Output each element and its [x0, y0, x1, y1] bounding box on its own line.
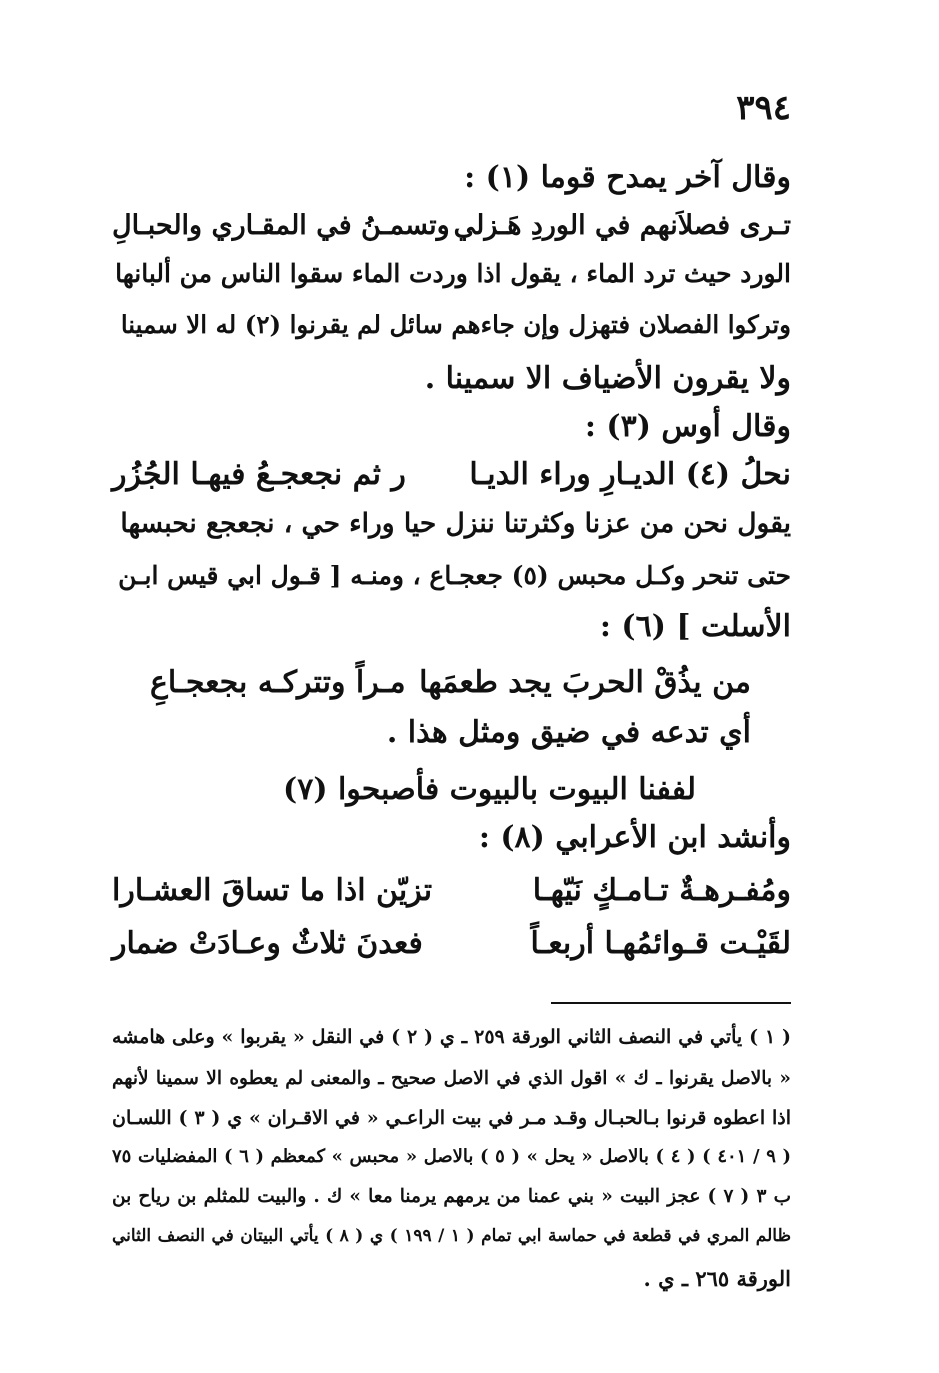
text-line: الورد حيث ترد الماء ، يقول اذا وردت الماء سقوا الناس من ألبانها	[115, 259, 791, 288]
footnote-line: ظالم المري في قطعة في حماسة ابي تمام ( ١ / ١٩٩ ) ي ( ٨ ) يأتي البيتان في النصف الثاني	[112, 1226, 791, 1246]
verse-first-hemistich: نحلُ (٤) الديـارِ وراء الديـا	[469, 457, 791, 492]
page-number: ٣٩٤	[736, 88, 791, 128]
text-line: وأنشد ابن الأعرابي (٨) :	[478, 820, 791, 855]
verse-second-hemistich: تزيّن اذا ما تساقَ العشـارا	[112, 873, 433, 908]
poem-verse	[112, 926, 791, 961]
verse-first-hemistich: من يذُقْ الحربَ يجد طعمَها	[419, 665, 751, 700]
verse-second-hemistich: وتسمـنُ في المقـاري والحبـالِ	[112, 210, 450, 241]
verse-first-hemistich: ومُفـرهـةٌ تـامـكٍ نَيّهـا	[532, 873, 791, 908]
text-line: حتى تنحر وكـل محبس (٥) جعجـاع ، ومنـه [ قـول ابي قيس ابـن	[118, 561, 791, 590]
poem-verse	[112, 212, 791, 239]
poem-verse	[112, 457, 791, 492]
footnote-line: ( ٩ / ٤٠١ ) ( ٤ ) بالاصل « يحل » ( ٥ ) بالاصل « محبس » كمعظم ( ٦ ) المفضليات ٧٥	[112, 1146, 792, 1167]
footnote-line: « بالاصل يقرنوا ـ ك » اقول الذي في الاصل صحيح ـ والمعنى لم يعطوه الا سمينا لأنهم	[112, 1068, 791, 1089]
text-line: وقال أوس (٣) :	[584, 409, 791, 444]
footnote-separator	[551, 1002, 791, 1004]
text-line: وقال آخر يمدح قوما (١) :	[464, 160, 791, 195]
footnote-line: ( ١ ) يأتي في النصف الثاني الورقة ٢٥٩ ـ ي ( ٢ ) في النقل « يقربوا » وعلى هامشه	[112, 1026, 792, 1048]
footnote-line: الورقة ٢٦٥ ـ ي .	[643, 1266, 791, 1291]
text-line: الأسلت ] (٦) :	[599, 609, 791, 644]
verse-second-hemistich: ر ثم نجعجـعُ فيهـا الجُزُر	[112, 457, 406, 492]
verse-second-hemistich: مـراً وتتركـه بجعجـاعِ	[150, 665, 406, 700]
verse-second-hemistich: فعدنَ ثلاثٌ وعـادَتْ ضمار	[112, 926, 423, 961]
poem-hemistich-line: لففنا البيوت بالبيوت فأصبحوا (٧)	[283, 772, 696, 807]
poem-verse	[112, 873, 791, 908]
footnote-line: اذا اعطوه قرنوا بـالحبـال وقـد مـر في بيت الراعـي « في الاقـران » ي ( ٣ ) اللسـان	[112, 1107, 791, 1129]
text-line: ولا يقرون الأضياف الا سمينا .	[424, 361, 791, 396]
text-line: وتركوا الفصلان فتهزل وإن جاءهم سائل لم يقرنوا (٢) له الا سمينا	[120, 310, 791, 339]
verse-first-hemistich: تـرى فصلاَنهم في الوردِ هَـزلي	[453, 210, 791, 241]
text-line: يقول نحن من عزنا وكثرتنا ننزل حيا وراء حي ، نجعجع نحبسها	[120, 508, 791, 539]
poem-verse	[150, 665, 751, 700]
verse-first-hemistich: لقَيْـت قـوائمُهـا أربعـاً	[530, 926, 791, 961]
text-line: أي تدعه في ضيق ومثل هذا .	[386, 715, 751, 750]
footnote-line: ب ٣ ( ٧ ) عجز البيت « بني عمنا من يرمهم يرمنا معا » ك . والبيت للمثلم بن رياح بن	[112, 1186, 791, 1207]
